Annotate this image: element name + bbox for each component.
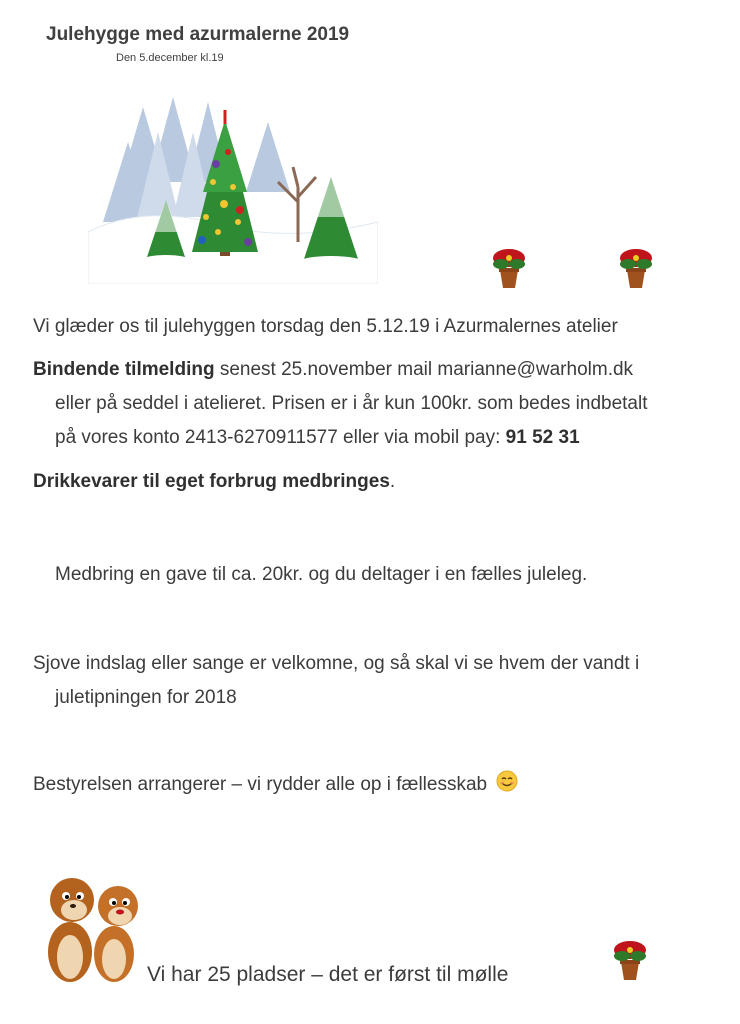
intro-text: Vi glæder os til julehyggen torsdag den 5.12.19 i Azurmalernes atelier bbox=[33, 316, 618, 337]
signup-heading: Bindende tilmelding bbox=[33, 359, 215, 380]
smiling-face-icon bbox=[496, 770, 518, 792]
drinks-punctuation: . bbox=[389, 471, 396, 492]
poinsettia-icon bbox=[614, 246, 658, 290]
chipmunks-icon bbox=[38, 862, 148, 984]
entertainment-paragraph bbox=[33, 647, 733, 715]
board-text: Bestyrelsen arrangerer – vi rydder alle op i fællesskab bbox=[33, 774, 488, 795]
event-date: Den 5.december kl.19 bbox=[116, 52, 224, 64]
places-text: Vi har 25 pladser – det er først til mølle bbox=[147, 963, 509, 986]
drinks-heading: Drikkevarer til eget forbrug medbringes bbox=[33, 471, 390, 492]
entertainment-line: Sjove indslag eller sange er velkomne, og så skal vi se hvem der vandt i bbox=[33, 653, 640, 674]
signup-account-text: på vores konto 2413-6270911577 eller via mobil pay: bbox=[55, 427, 506, 448]
signup-payment-text: eller på seddel i atelieret. Prisen er i år kun 100kr. som bedes indbetalt bbox=[55, 393, 648, 414]
christmas-tree-scene-icon bbox=[88, 92, 378, 284]
gift-text: Medbring en gave til ca. 20kr. og du deltager i en fælles juleleg. bbox=[55, 564, 588, 585]
poinsettia-icon bbox=[487, 246, 531, 290]
drinks-note bbox=[33, 465, 395, 499]
signup-deadline: senest 25.november mail marianne@warholm.dk bbox=[214, 359, 634, 380]
mobilepay-number: 91 52 31 bbox=[505, 427, 580, 448]
tipping-line: juletipningen for 2018 bbox=[55, 687, 237, 708]
signup-paragraph bbox=[33, 353, 733, 455]
poinsettia-icon bbox=[608, 938, 652, 982]
page-title: Julehygge med azurmalerne 2019 bbox=[46, 24, 350, 45]
board-note bbox=[33, 768, 518, 802]
